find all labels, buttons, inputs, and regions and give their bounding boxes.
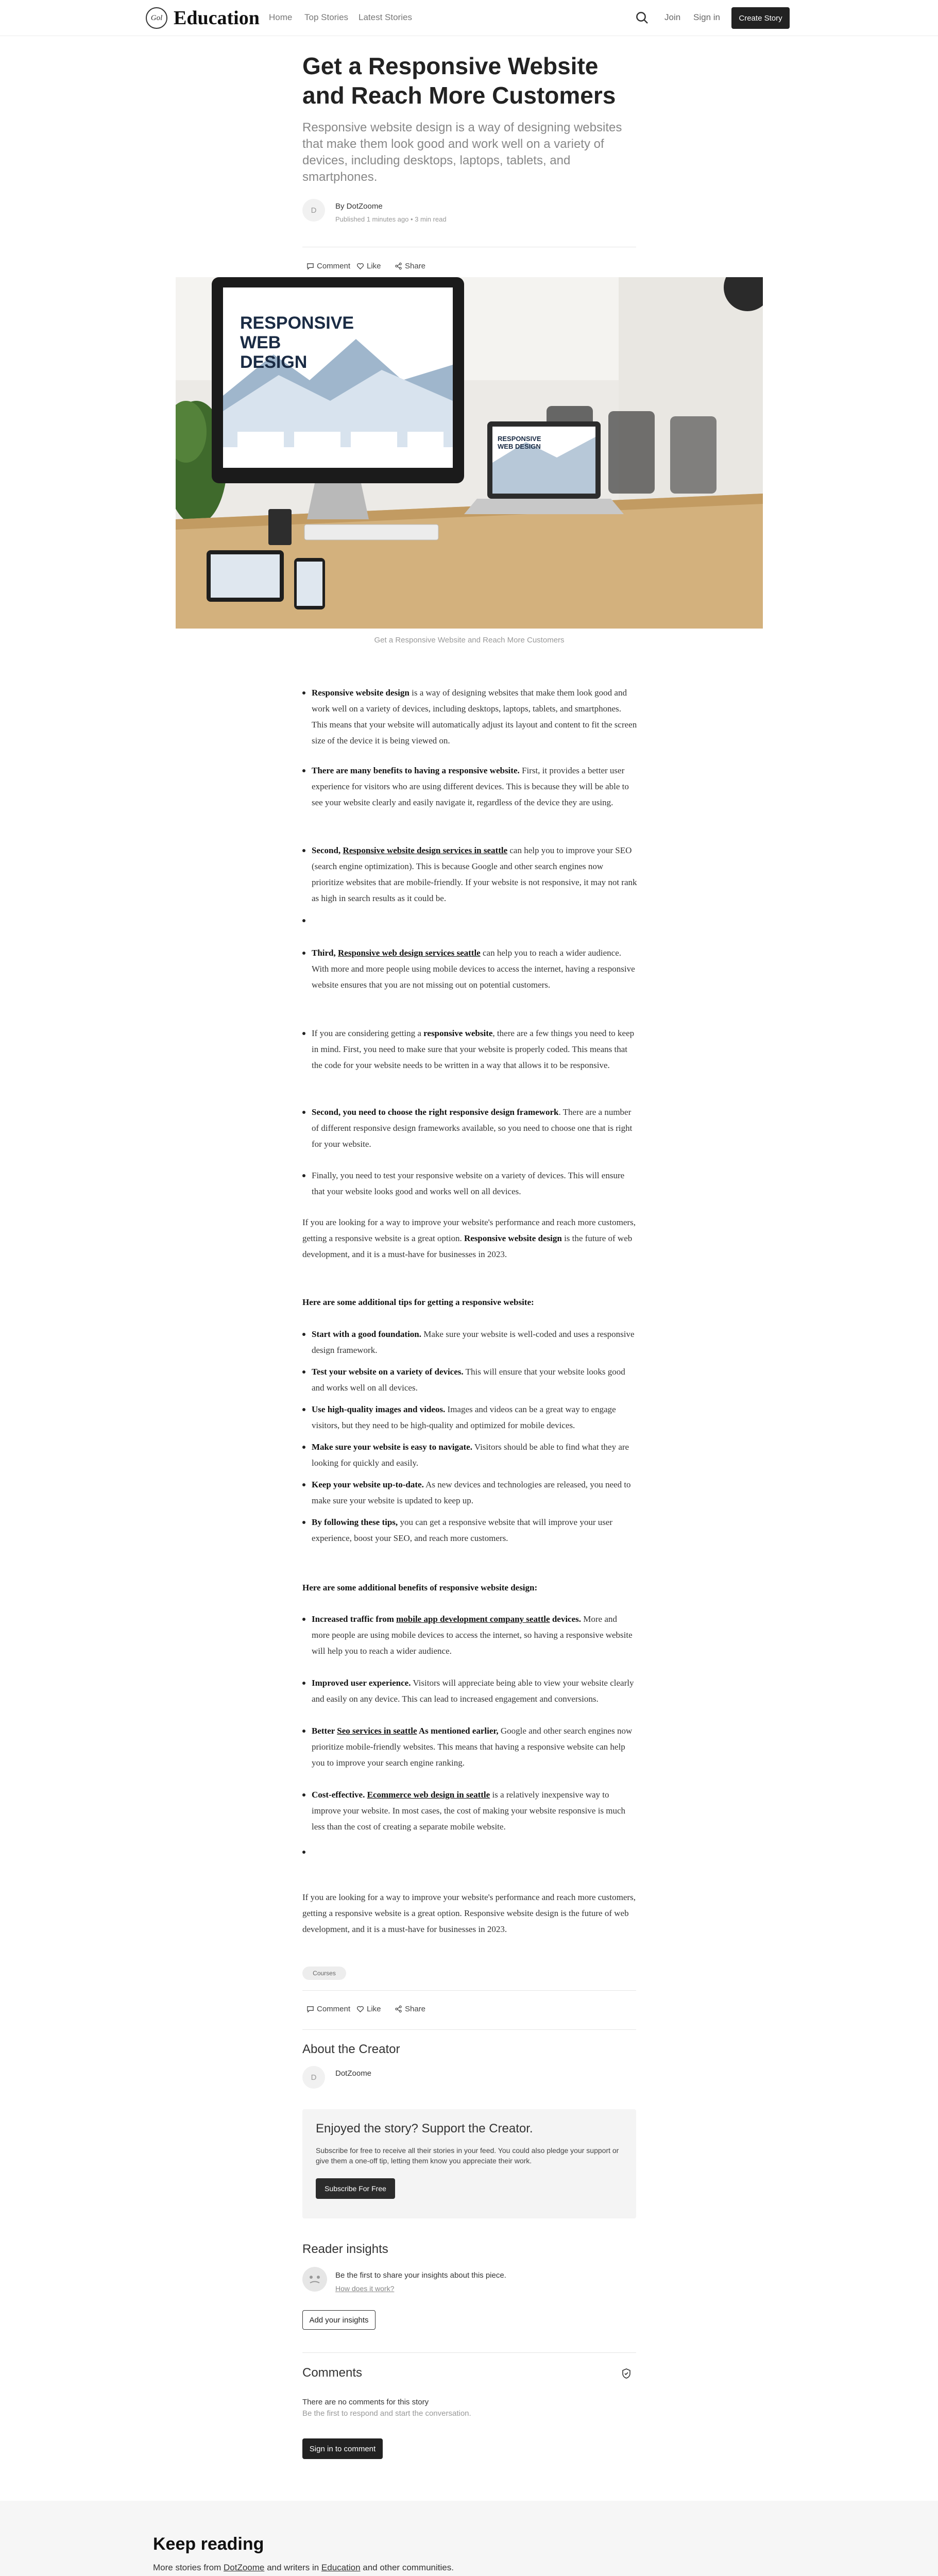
comments-heading: Comments [302,2366,363,2380]
about-heading: About the Creator [302,2042,400,2056]
share-label: Share [405,262,426,270]
list-item: Second, you need to choose the right responsive design framework. There are a number of different responsive design frameworks available, so you need to choose one that is right for your website. [302,1104,637,1152]
like-button-bottom[interactable] [356,2005,381,2013]
logo-text: Gol [150,13,163,22]
create-story-button[interactable]: Create Story [731,7,790,29]
list-item [302,1844,637,1860]
insights-prompt: Be the first to share your insights about this piece. [335,2271,506,2280]
comment-button-bottom[interactable] [306,2005,350,2013]
article-title: Get a Responsive Website and Reach More Customers [302,53,616,109]
tips-list [302,1326,637,1546]
community-link[interactable]: Education [321,2563,361,2572]
svg-text:DESIGN: DESIGN [240,352,308,372]
tag-badge[interactable]: Courses [302,1967,346,1980]
considerations-list [302,1025,637,1073]
list-item [302,912,637,928]
list-item: Make sure your website is easy to navigate. Visitors should be able to find what they are looking for quickly and easily. [302,1439,637,1471]
keep-reading-section [0,2501,938,2576]
keep-reading-subtitle: More stories from DotZoome and writers in Education and other communities. [153,2563,454,2572]
nav-home[interactable]: Home [269,12,293,22]
publish-meta: Published 1 minutes ago • 3 min read [335,215,447,223]
list-item: Third, Responsive web design services seattle can help you to reach a wider audience. With more and more people using mobile devices to access the internet, having a responsive website ensures that you are not missing out on potential customers. [302,945,637,993]
list-item: Responsive website design is a way of designing websites that make them look good and work well on a variety of devices, including desktops, laptops, tablets, and smartphones. This means that your website will automatically adjust its layout and content to fit the screen size of the device it is being viewed on. [302,685,637,749]
author-avatar[interactable]: D [302,199,325,222]
benefits-list-2 [302,762,637,810]
hero-image [176,277,763,629]
insights-face-icon [302,2267,327,2292]
shield-icon[interactable] [620,2367,633,2380]
share-icon [395,2005,402,2013]
list-item: Increased traffic from mobile app development company seattle devices. More and more people are using mobile devices to access the internet, so having a responsive website will help you to reach a wider audience. [302,1611,637,1659]
creator-name[interactable]: DotZoome [335,2069,372,2078]
list-item: Finally, you need to test your responsive website on a variety of devices. This will ensure that your website looks good and works well on all devices. [302,1167,637,1199]
list-item: Better Seo services in seattle As mentioned earlier, Google and other search engines now prioritize mobile-friendly websites. This means that having a responsive website can help you to improve your search engine ranking. [302,1723,637,1771]
benefits-list-3 [302,842,637,906]
keep-reading-heading: Keep reading [153,2534,264,2554]
comment-button[interactable] [306,262,350,270]
list-item: Start with a good foundation. Make sure your website is well-coded and uses a responsive design framework. [302,1326,637,1358]
comment-label: Comment [317,2005,351,2013]
list-item: Second, Responsive website design services in seattle can help you to improve your SEO (search engine optimization). This is because Google and other search engines now prioritize websites that are mobile-friendly. If your website is not responsive, it may not rank as high in search results as it could be. [302,842,637,906]
join-link[interactable]: Join [664,12,681,22]
closing-paragraph: If you are looking for a way to improve your website's performance and reach more customers, getting a responsive website is a great option. Responsive website design is the future of web development, and it is a must-have for businesses in 2023. [302,1892,636,1934]
support-box [302,2109,636,2218]
section-heading: Here are some additional benefits of responsive website design: [302,1583,538,1592]
share-icon [395,262,402,270]
framework-list [302,1104,637,1152]
list-item: Keep your website up-to-date. As new devices and technologies are released, you need to make sure your website is updated to keep up. [302,1477,637,1509]
svg-text:WEB: WEB [240,333,281,352]
list-item: Test your website on a variety of devices. This will ensure that your website looks good and works well on all devices. [302,1364,637,1396]
list-item: Improved user experience. Visitors will appreciate being able to view your website clearly and easily on any device. This can lead to increased engagement and conversions. [302,1675,637,1707]
article-subtitle: Responsive website design is a way of designing websites that make them look good and work well on a variety of devices, including desktops, laptops, tablets, and smartphones. [302,121,622,184]
seo-services-link[interactable]: Seo services in seattle [337,1726,417,1736]
creator-avatar[interactable]: D [302,2066,325,2089]
ecommerce-link[interactable]: Ecommerce web design in seattle [367,1790,490,1800]
sign-in-link[interactable]: Sign in [693,12,720,22]
author-link[interactable]: DotZoome [223,2563,265,2572]
byline[interactable]: By DotZoome [335,202,383,211]
comment-label: Comment [317,262,351,270]
share-label: Share [405,2005,426,2013]
web-design-link[interactable]: Responsive web design services seattle [338,948,481,958]
additional-benefits-list [302,1611,637,1860]
like-label: Like [367,262,381,270]
list-item: Use high-quality images and videos. Images and videos can be a great way to engage visitors, but they need to be high-quality and optimized for mobile devices. [302,1401,637,1433]
support-heading: Enjoyed the story? Support the Creator. [316,2122,533,2136]
like-label: Like [367,2005,381,2013]
share-button-bottom[interactable] [395,2005,425,2013]
svg-text:RESPONSIVE: RESPONSIVE [240,313,354,333]
paragraph: If you are looking for a way to improve your website's performance and reach more customers, getting a responsive website is a great option. Responsive website design is the future of web development, and it is a must-have for businesses in 2023. [302,1217,636,1259]
seo-link[interactable]: Responsive website design services in seattle [343,845,508,855]
list-item: By following these tips, you can get a responsive website that will improve your user experience, boost your SEO, and reach more customers. [302,1514,637,1546]
site-logo[interactable] [146,7,167,29]
list-item: Cost-effective. Ecommerce web design in seattle is a relatively inexpensive way to improve your website. In most cases, the cost of making your website responsive is much less than the cost of creating a separate mobile website. [302,1787,637,1835]
empty-list [302,912,637,928]
hero-caption: Get a Responsive Website and Reach More Customers [374,636,565,645]
like-button[interactable] [356,262,381,270]
benefits-list-4 [302,945,637,993]
add-insights-button[interactable]: Add your insights [302,2310,376,2330]
subscribe-button[interactable]: Subscribe For Free [316,2178,395,2199]
benefits-list-1 [302,685,637,749]
nav-latest-stories[interactable]: Latest Stories [359,12,412,22]
divider [302,1990,636,1991]
sign-in-to-comment-button[interactable]: Sign in to comment [302,2438,383,2459]
community-name[interactable]: Education [174,7,260,29]
nav-top-stories[interactable]: Top Stories [304,12,349,22]
how-it-works-link[interactable]: How does it work? [335,2284,395,2293]
svg-text:RESPONSIVE: RESPONSIVE [498,435,541,443]
section-heading: Here are some additional tips for getting a responsive website: [302,1297,534,1307]
mobile-app-link[interactable]: mobile app development company seattle [396,1614,550,1624]
svg-text:WEB DESIGN: WEB DESIGN [498,443,541,450]
divider [302,2352,636,2353]
divider [302,2029,636,2030]
heart-icon [356,262,364,270]
insights-heading: Reader insights [302,2242,388,2256]
search-icon[interactable] [635,10,650,26]
comment-icon [306,262,314,270]
no-comments-text: There are no comments for this story [302,2398,429,2406]
comments-cta-text: Be the first to respond and start the conversation. [302,2409,471,2418]
testing-list [302,1167,637,1199]
comment-icon [306,2005,314,2013]
heart-icon [356,2005,364,2013]
list-item: If you are considering getting a responsive website, there are a few things you need to keep in mind. First, you need to make sure that your website is properly coded. This means that the code for your website needs to be written in a way that allows it to be responsive. [302,1025,637,1073]
support-text: Subscribe for free to receive all their stories in your feed. You could also pledge your support or give them a one-off tip, letting them know you appreciate their work. [316,2146,619,2165]
top-navigation [0,0,938,36]
share-button[interactable] [395,262,425,270]
list-item: There are many benefits to having a responsive website. First, it provides a better user experience for visitors who are using different devices. This is because they will be able to see your website clearly and easily navigate it, regardless of the device they are using. [302,762,637,810]
